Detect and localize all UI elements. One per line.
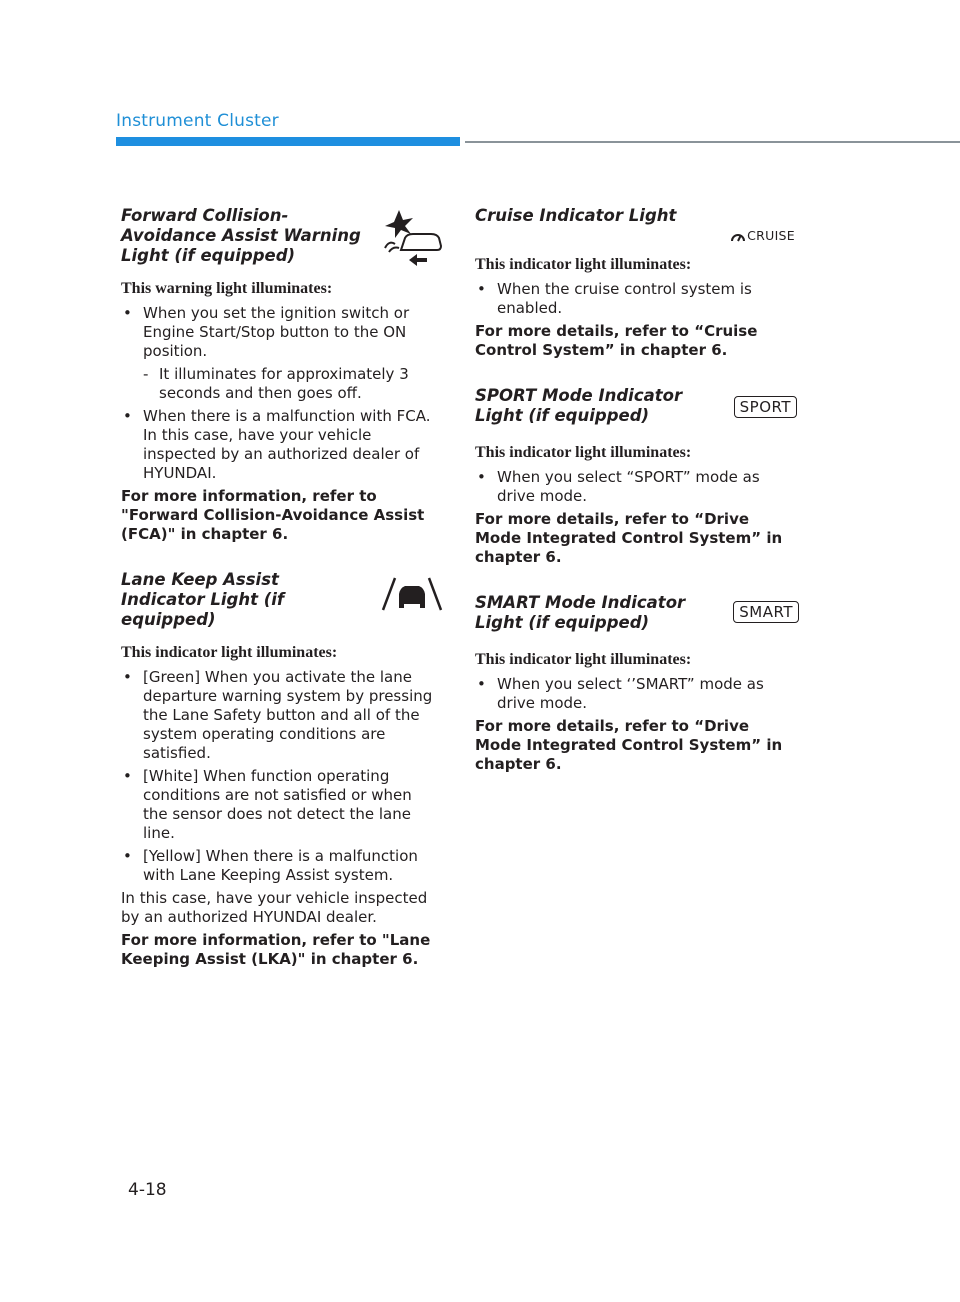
lka-subhead: This indicator light illuminates: bbox=[121, 644, 338, 661]
smart-title: SMART Mode Indicator Light (if equipped) bbox=[475, 593, 686, 632]
cruise-section bbox=[475, 206, 795, 360]
sport-icon-label: SPORT bbox=[734, 396, 797, 418]
sport-note: For more details, refer to “Drive Mode Integrated Control System” in chapter 6. bbox=[475, 510, 783, 566]
fca-sub-bullet-1: - It illuminates for approximately 3 seconds and then goes off. bbox=[143, 365, 441, 403]
cruise-bullets bbox=[475, 280, 795, 318]
lka-section bbox=[121, 570, 441, 969]
cruise-note: For more details, refer to “Cruise Control System” in chapter 6. bbox=[475, 322, 758, 359]
lka-title: Lane Keep Assist Indicator Light (if equipped) bbox=[121, 570, 285, 629]
page-number: 4-18 bbox=[128, 1180, 167, 1200]
header-title: Instrument Cluster bbox=[116, 111, 279, 131]
fca-bullet-1-text: When you set the ignition switch or Engine Start/Stop button to the ON position. bbox=[143, 304, 410, 360]
fca-section bbox=[121, 206, 441, 544]
smart-note: For more details, refer to “Drive Mode Integrated Control System” in chapter 6. bbox=[475, 717, 783, 773]
sport-section bbox=[475, 386, 795, 567]
fca-sub-bullets bbox=[143, 365, 441, 403]
fca-bullets bbox=[121, 304, 441, 483]
speedometer-icon bbox=[731, 230, 745, 242]
smart-mode-icon bbox=[733, 601, 799, 623]
fca-bullet-2: • When there is a malfunction with FCA. In this case, have your vehicle inspected by an authorized dealer of HYUNDAI. bbox=[121, 407, 441, 483]
smart-subhead: This indicator light illuminates: bbox=[475, 651, 692, 668]
sport-mode-icon bbox=[734, 396, 797, 418]
cruise-bullet-1: • When the cruise control system is enabled. bbox=[475, 280, 795, 318]
header-accent-bar bbox=[116, 137, 460, 146]
sport-bullet-1: • When you select “SPORT” mode as drive mode. bbox=[475, 468, 795, 506]
smart-bullet-1: • When you select ‘’SMART” mode as drive mode. bbox=[475, 675, 795, 713]
right-column bbox=[475, 206, 795, 800]
lka-bullets bbox=[121, 668, 441, 885]
left-column bbox=[121, 206, 441, 995]
fca-title: Forward Collision-Avoidance Assist Warning Light (if equipped) bbox=[121, 206, 361, 265]
lka-bullet-1: • [Green] When you activate the lane departure warning system by pressing the Lane Safety button and all of the system operating conditions are satisfied. bbox=[121, 668, 441, 763]
fca-warning-icon bbox=[381, 210, 443, 266]
cruise-indicator-icon bbox=[731, 228, 795, 243]
lka-para: In this case, have your vehicle inspected by an authorized HYUNDAI dealer. bbox=[121, 889, 428, 926]
smart-section bbox=[475, 593, 795, 774]
lane-keep-assist-icon bbox=[381, 576, 443, 612]
smart-icon-label: SMART bbox=[733, 601, 799, 623]
sport-bullets bbox=[475, 468, 795, 506]
cruise-subhead: This indicator light illuminates: bbox=[475, 256, 692, 273]
fca-note: For more information, refer to "Forward Collision-Avoidance Assist (FCA)" in chapter 6. bbox=[121, 487, 425, 543]
cruise-title: Cruise Indicator Light bbox=[475, 206, 677, 225]
lka-note: For more information, refer to "Lane Keeping Assist (LKA)" in chapter 6. bbox=[121, 931, 431, 968]
sport-title: SPORT Mode Indicator Light (if equipped) bbox=[475, 386, 683, 425]
lka-bullet-3: • [Yellow] When there is a malfunction with Lane Keeping Assist system. bbox=[121, 847, 441, 885]
sport-subhead: This indicator light illuminates: bbox=[475, 444, 692, 461]
fca-subhead: This warning light illuminates: bbox=[121, 280, 333, 297]
lka-bullet-2: • [White] When function operating conditions are not satisfied or when the sensor does not detect the lane line. bbox=[121, 767, 441, 843]
header-rule bbox=[465, 141, 960, 143]
smart-bullets bbox=[475, 675, 795, 713]
fca-bullet-1 bbox=[121, 304, 441, 403]
cruise-icon-label: CRUISE bbox=[747, 228, 795, 243]
